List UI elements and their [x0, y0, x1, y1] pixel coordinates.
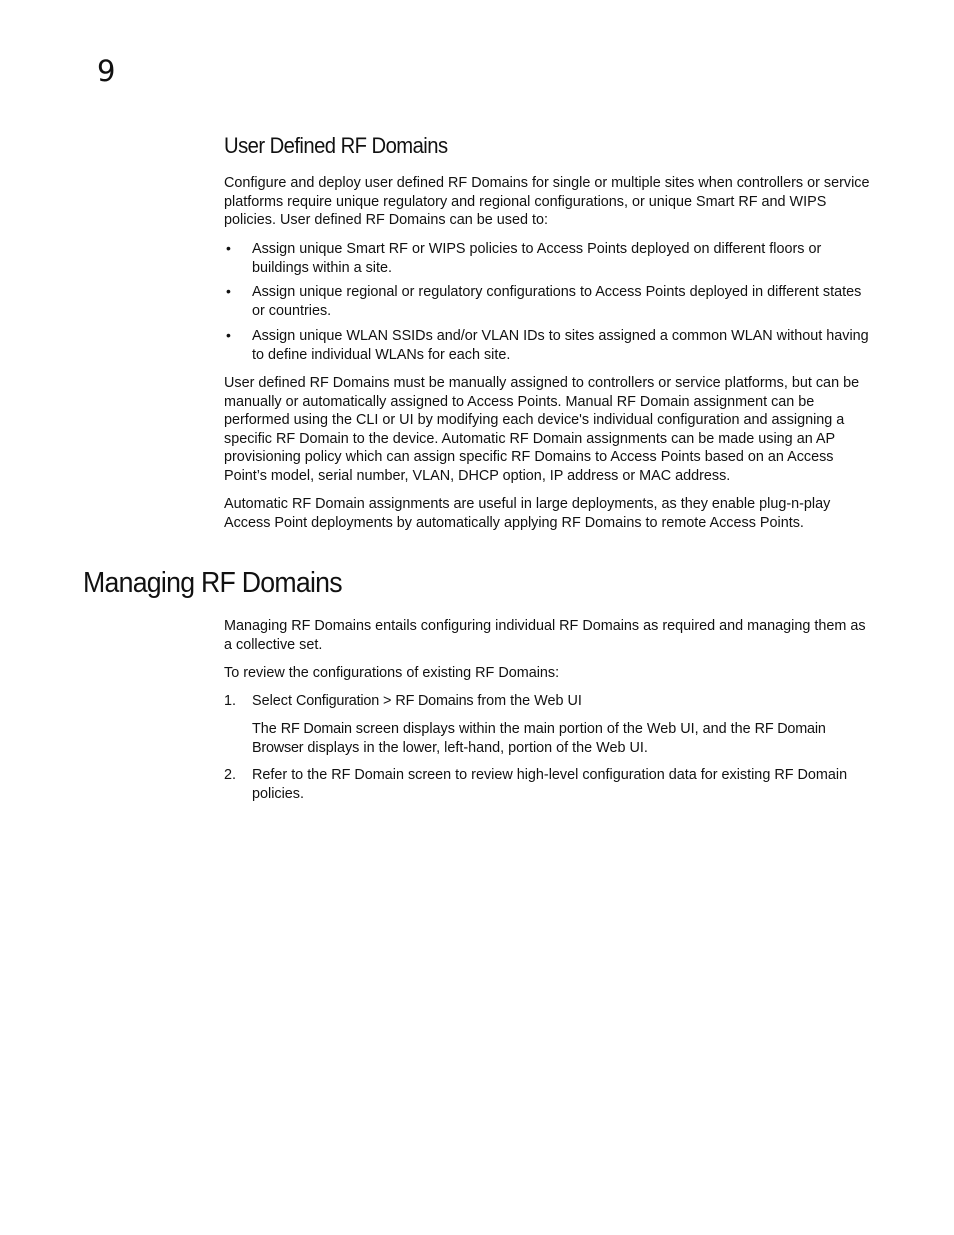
step-1-suffix: from the Web UI — [473, 693, 582, 709]
note-lead: The — [252, 721, 281, 737]
bullet-item: Assign unique Smart RF or WIPS policies to Access Points deployed on different floors or buildings within a site. — [252, 241, 822, 276]
review-paragraph: To review the configurations of existing RF Domains: — [224, 665, 560, 681]
step-1-prefix: Select — [252, 693, 296, 709]
menu-separator: > — [379, 693, 396, 709]
chapter-number: 9 — [97, 54, 116, 88]
main-heading: Managing RF Domains — [83, 567, 342, 599]
bullet-marker: • — [226, 283, 231, 299]
note-middle: screen displays within the main portion of the Web UI, and the — [351, 721, 755, 737]
intro-paragraph: Configure and deploy user defined RF Domains for single or multiple sites when controllers or service platforms require unique regulatory and regional configurations, or unique Smart RF and WIPS policies. User defined RF Domains can be used to: — [224, 175, 870, 229]
manual-assignment-paragraph: User defined RF Domains must be manually assigned to controllers or service platforms, but can be manually or automatically assigned to Access Points. Manual RF Domain assignment can be performed using the CLI or UI by modifying each device's individual configuration and assigning a specific RF Domain to the device. Automatic RF Domain assignments can be made using an AP provisioning policy which can assign specific RF Domains to Access Points based on an Access Point’s model, serial number, VLAN, DHCP option, IP address or MAC address. — [224, 375, 860, 484]
bullet-item: Assign unique WLAN SSIDs and/or VLAN IDs to sites assigned a common WLAN without having to define individual WLANs for each site. — [252, 328, 869, 363]
step-1-note — [252, 720, 874, 757]
step-1 — [252, 692, 874, 711]
step-2: Refer to the RF Domain screen to review high-level configuration data for existing RF Domain policies. — [252, 767, 848, 802]
managing-paragraph: Managing RF Domains entails configuring individual RF Domains as required and managing them as a collective set. — [224, 618, 866, 653]
rf-domains-menu-ref: RF Domains — [395, 693, 474, 709]
configuration-menu-ref: Configuration — [296, 693, 379, 709]
step-number: 1. — [224, 693, 237, 709]
rf-domain-browser-ref: RF Domain Browser — [252, 721, 826, 756]
note-end: displays in the lower, left-hand, portion of the Web UI. — [303, 739, 648, 756]
bullet-marker: • — [226, 240, 231, 256]
section-heading: User Defined RF Domains — [224, 133, 448, 158]
bullet-item: Assign unique regional or regulatory configurations to Access Points deployed in different states or countries. — [252, 284, 862, 319]
rf-domain-ref: RF Domain — [280, 721, 352, 737]
step-number: 2. — [224, 767, 237, 783]
automatic-assignment-paragraph: Automatic RF Domain assignments are useful in large deployments, as they enable plug-n-play Access Point deployments by automatically applying RF Domains to remote Access Points. — [224, 496, 831, 531]
bullet-marker: • — [226, 327, 231, 343]
